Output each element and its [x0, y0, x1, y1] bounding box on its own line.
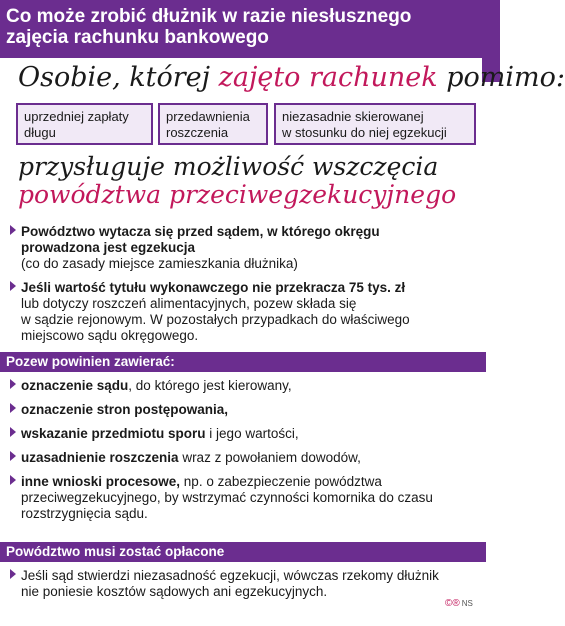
box-line: przedawnienia	[166, 109, 250, 124]
bullet-text: w sądzie rejonowym. W pozostałych przypadkach do właściwego	[21, 312, 410, 327]
list-item	[10, 474, 480, 522]
list-item	[10, 426, 480, 442]
bullet-text: lub dotyczy roszczeń alimentacyjnych, pozew składa się	[21, 296, 357, 311]
section-heading-fee: Powództwo musi zostać opłacone	[0, 542, 486, 562]
item-rest: , do którego jest kierowany,	[128, 378, 292, 393]
item-rest: np. o zabezpieczenie powództwa	[180, 474, 382, 489]
fee-text: nie poniesie kosztów sądowych ani egzekucyjnych.	[21, 584, 328, 599]
item-bold: uzasadnienie roszczenia	[21, 450, 179, 465]
bullet-court-value	[10, 280, 410, 344]
item-continuation: przeciwegzekucyjnego, by wstrzymać czynności komornika do czasu	[21, 490, 433, 505]
box-line: roszczenia	[166, 125, 229, 140]
intro-suffix: pomimo:	[446, 62, 565, 93]
statement-line-2: powództwa przeciwegzekucyjnego	[18, 180, 457, 209]
arrow-icon	[10, 451, 16, 461]
condition-box-limitation	[158, 103, 268, 145]
copyright-icon: ©®	[445, 598, 460, 609]
item-bold: wskazanie przedmiotu sporu	[21, 426, 206, 441]
item-rest: wraz z powołaniem dowodów,	[178, 450, 361, 465]
section-heading-contents: Pozew powinien zawierać:	[0, 352, 486, 372]
arrow-icon	[10, 403, 16, 413]
fee-note	[10, 568, 480, 600]
credit-logo	[445, 598, 473, 609]
box-line: uprzedniej zapłaty	[24, 109, 129, 124]
item-bold: oznaczenie stron postępowania,	[21, 402, 229, 417]
title-line-1: Co może zrobić dłużnik w razie niesłusznego	[6, 6, 412, 27]
fee-text: Jeśli sąd stwierdzi niezasadność egzekucji, wówczas rzekomy dłużnik	[21, 568, 439, 583]
list-item	[10, 378, 480, 394]
author-initials: NS	[461, 599, 473, 608]
bullet-court-jurisdiction	[10, 224, 380, 272]
bullet-text: miejscowo sądu okręgowego.	[21, 328, 199, 343]
statement-line-1: przysługuje możliwość wszczęcia	[18, 152, 439, 181]
list-item	[10, 450, 480, 466]
bullet-text: Jeśli wartość tytułu wykonawczego nie przekracza 75 tys. zł	[21, 280, 406, 295]
arrow-icon	[10, 225, 16, 235]
bullet-text: prowadzona jest egzekucja	[21, 240, 196, 255]
arrow-icon	[10, 569, 16, 579]
arrow-icon	[10, 427, 16, 437]
item-continuation: rozstrzygnięcia sądu.	[21, 506, 148, 521]
item-bold: oznaczenie sądu	[21, 378, 129, 393]
condition-box-enforcement	[274, 103, 476, 145]
bullet-text: Powództwo wytacza się przed sądem, w którego okręgu	[21, 224, 380, 239]
arrow-icon	[10, 379, 16, 389]
box-line: długu	[24, 125, 56, 140]
title-line-2: zajęcia rachunku bankowego	[6, 27, 269, 48]
box-line: niezasadnie skierowanej	[282, 109, 424, 124]
arrow-icon	[10, 281, 16, 291]
page-title	[0, 0, 500, 58]
item-rest: i jego wartości,	[205, 426, 299, 441]
list-item	[10, 402, 480, 418]
item-bold: inne wnioski procesowe,	[21, 474, 181, 489]
intro-heading	[18, 62, 565, 93]
condition-box-payment	[16, 103, 153, 145]
intro-prefix: Osobie, której	[18, 62, 211, 93]
bullet-text: (co do zasady miejsce zamieszkania dłużnika)	[21, 256, 298, 271]
intro-accent: zajęto rachunek	[218, 62, 438, 93]
arrow-icon	[10, 475, 16, 485]
box-line: w stosunku do niej egzekucji	[282, 125, 447, 140]
